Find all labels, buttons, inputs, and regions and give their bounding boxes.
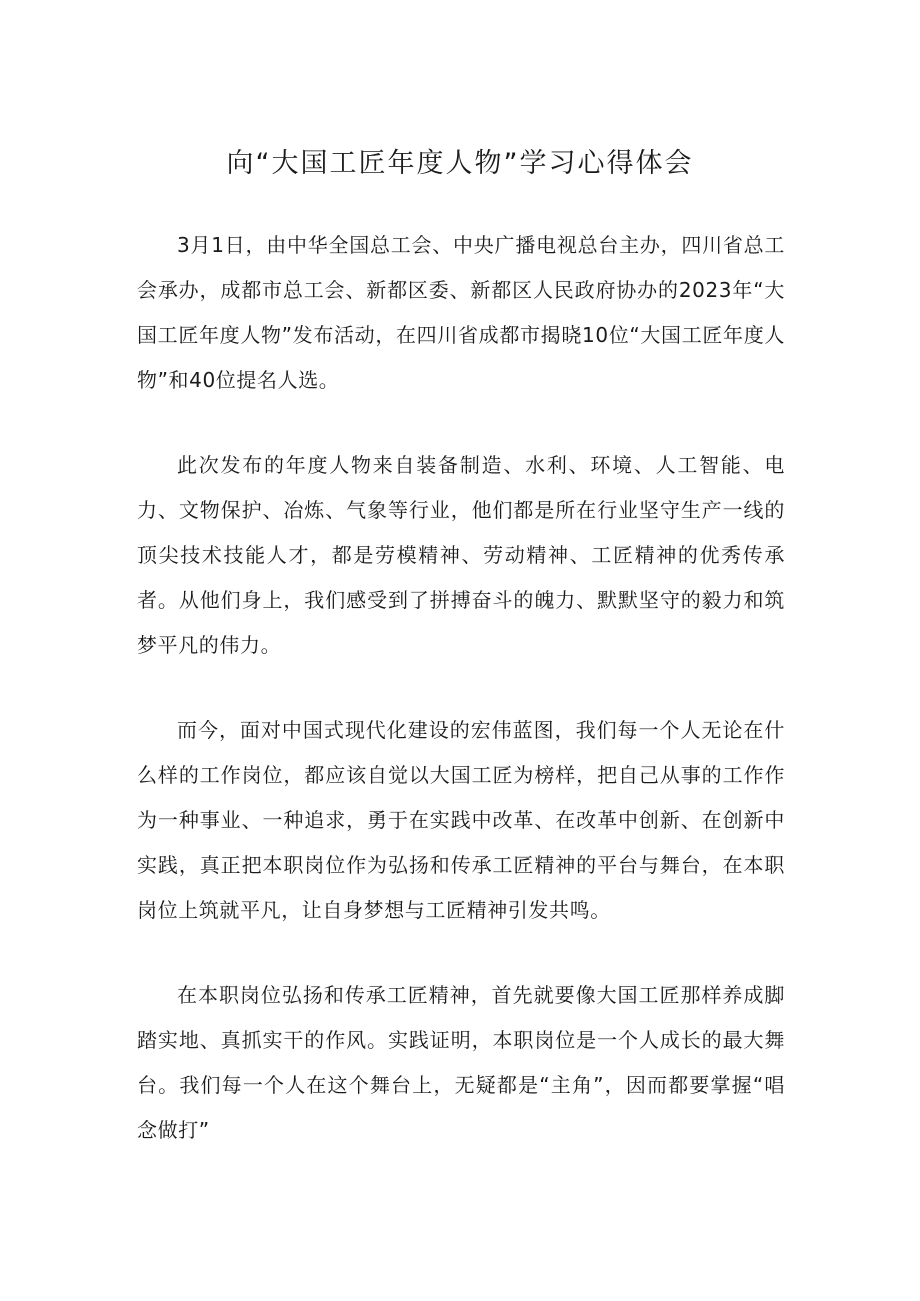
document-title: 向“大国工匠年度人物”学习心得体会 (226, 148, 694, 179)
paragraph-3: 而今，面对中国式现代化建设的宏伟蓝图，我们每一个人无论在什么样的工作岗位，都应该自觉以大国工匠为榜样，把自己从事的工作作为一种事业、一种追求，勇于在实践中改革、在改革中创新、在创新中实践，真正把本职岗位作为弘扬和传承工匠精神的平台与舞台，在本职岗位上筑就平凡，让自身梦想与工匠精神引发共鸣。 (137, 718, 785, 922)
paragraph-2: 此次发布的年度人物来自装备制造、水利、环境、人工智能、电力、文物保护、冶炼、气象等行业，他们都是所在行业坚守生产一线的顶尖技术技能人才，都是劳模精神、劳动精神、工匠精神的优秀传承者。从他们身上，我们感受到了拼搏奋斗的魄力、默默坚守的毅力和筑梦平凡的伟力。 (137, 453, 785, 657)
document-body (137, 223, 785, 1193)
paragraph-4: 在本职岗位弘扬和传承工匠精神，首先就要像大国工匠那样养成脚踏实地、真抓实干的作风。实践证明，本职岗位是一个人成长的最大舞台。我们每一个人在这个舞台上，无疑都是“主角”，因而都要掌握“唱念做打” (137, 983, 785, 1142)
paragraph-1: 3月1日，由中华全国总工会、中央广播电视总台主办，四川省总工会承办，成都市总工会、新都区委、新都区人民政府协办的2023年“大国工匠年度人物”发布活动，在四川省成都市揭晓10位“大国工匠年度人物”和40位提名人选。 (137, 233, 785, 392)
